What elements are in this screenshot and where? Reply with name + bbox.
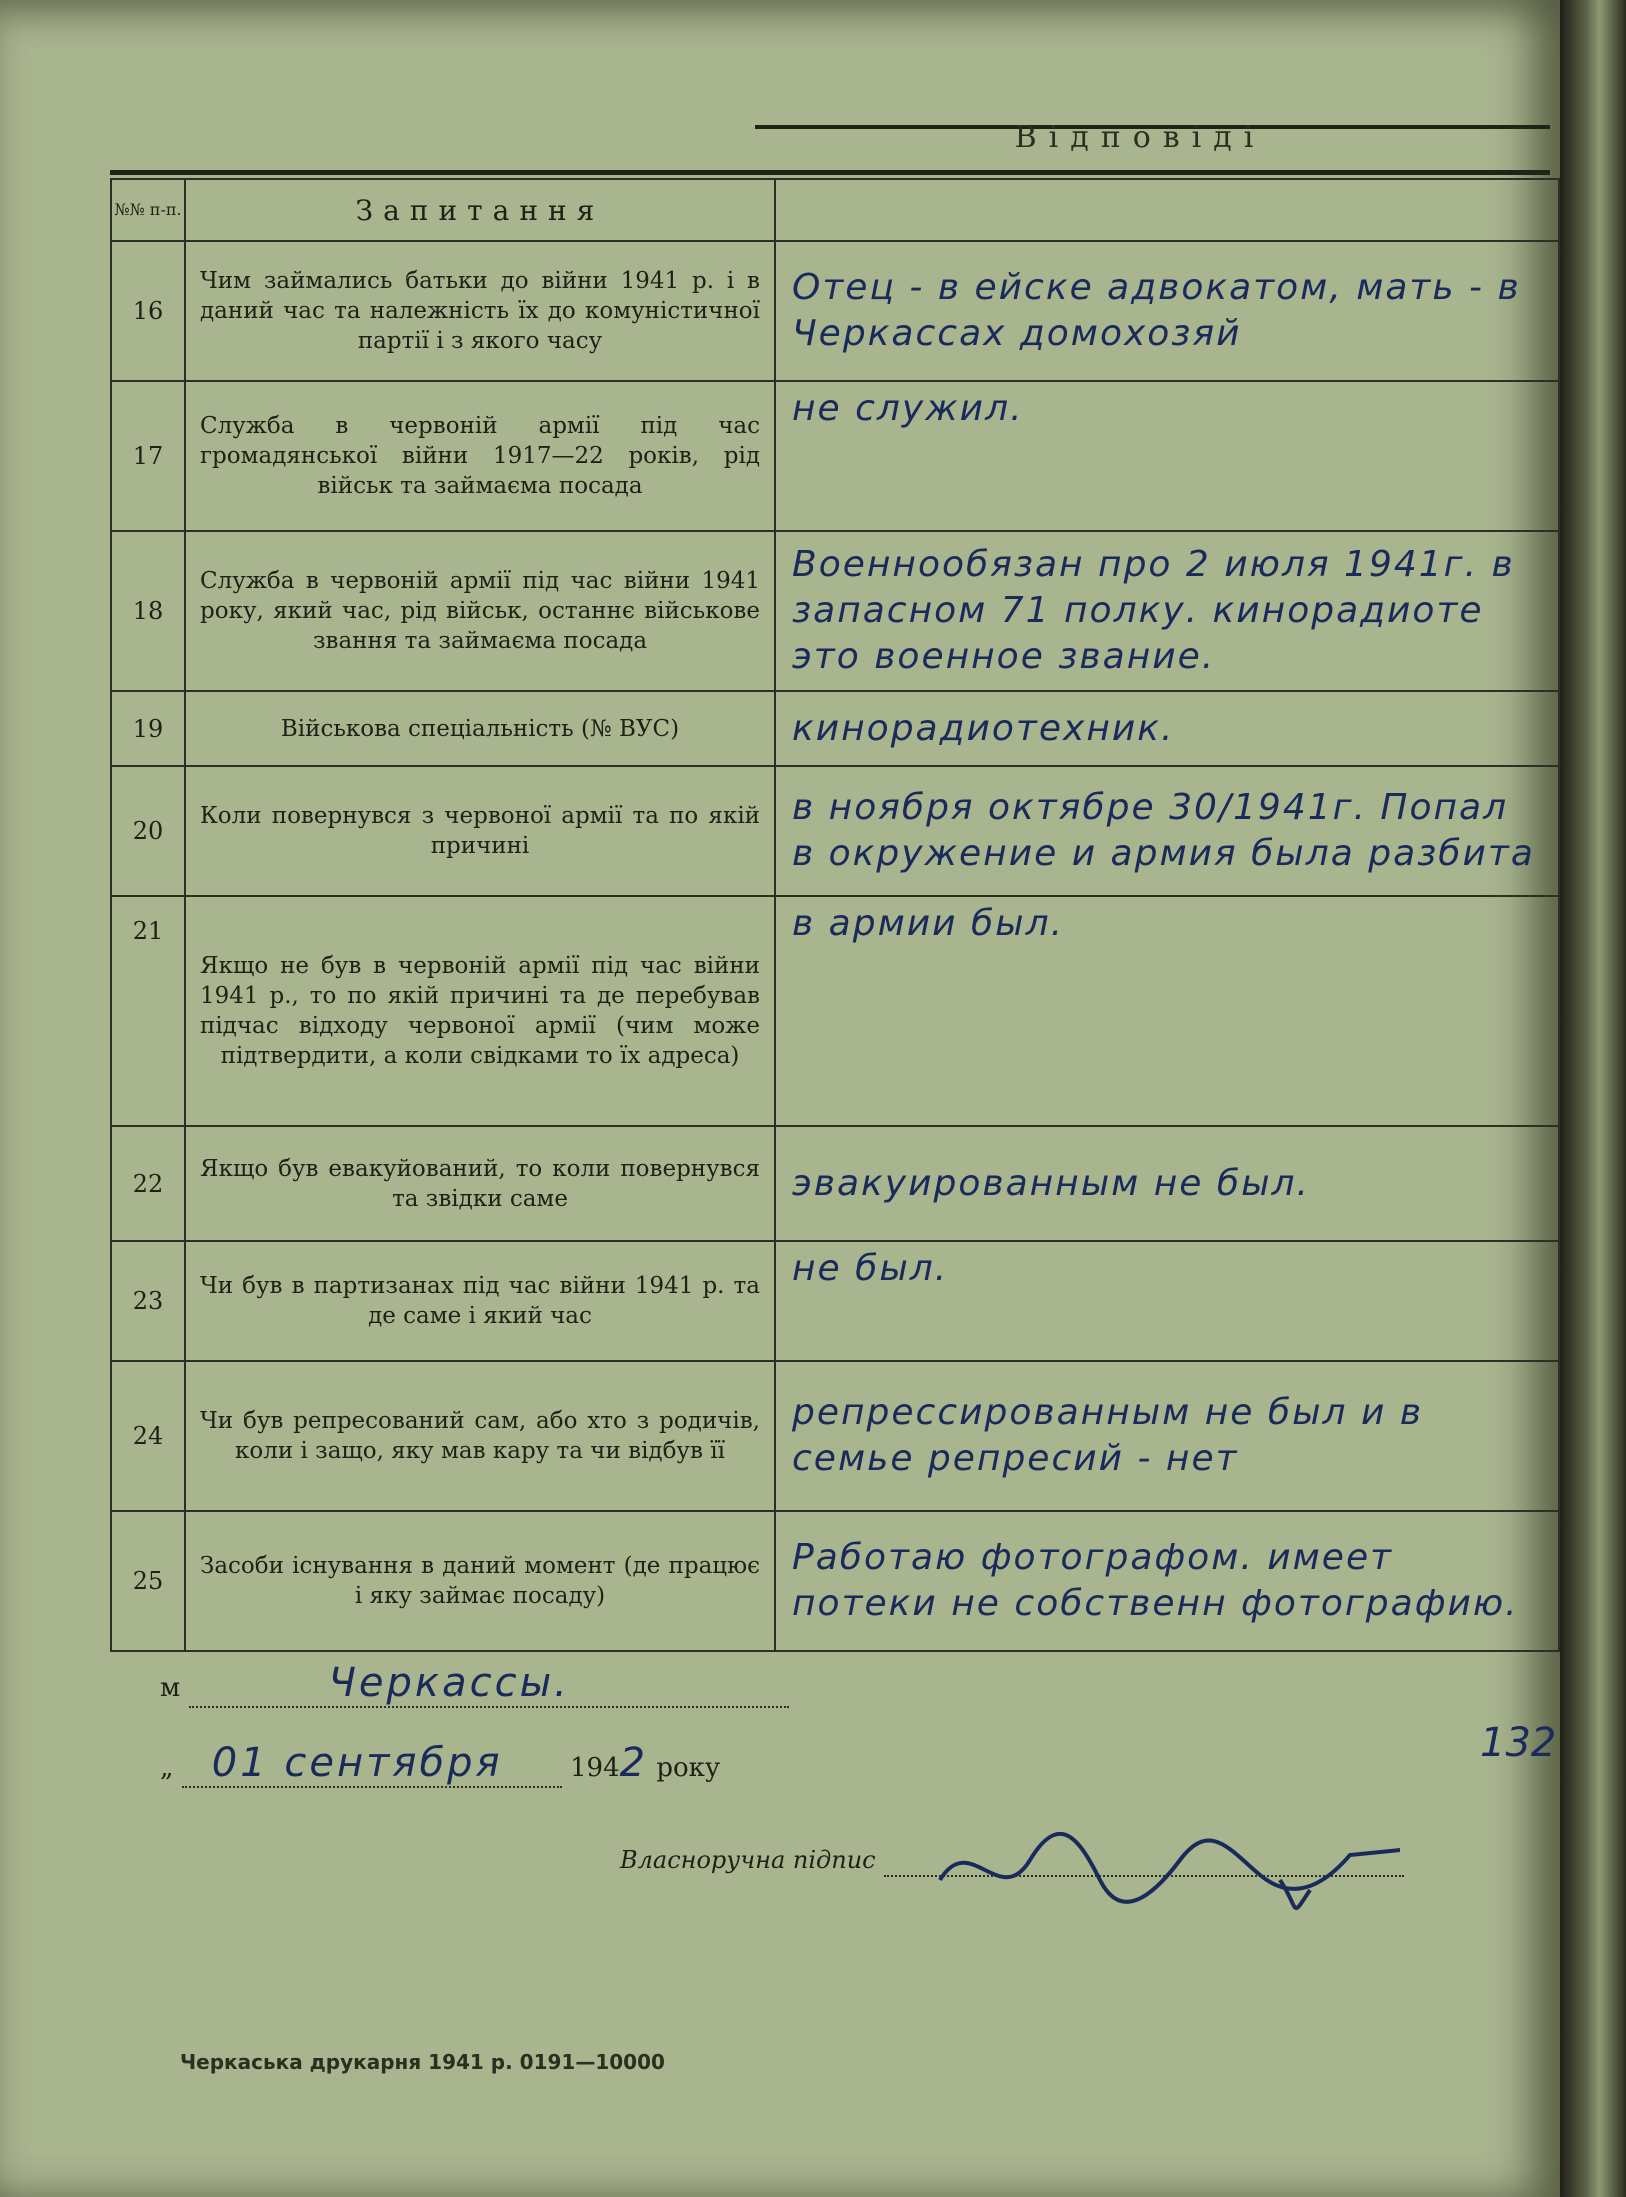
year-prefix: 194: [570, 1753, 620, 1783]
table-row: [111, 241, 1559, 381]
year-suffix: року: [656, 1753, 721, 1783]
question-text: Служба в червоній армії під час війни 1941 року, який час, рід військ, останнє військове звання та займаєма посада: [185, 531, 775, 691]
question-text: Чи був репресований сам, або хто з родичів, коли і защо, яку мав кару та чи відбув її: [185, 1361, 775, 1511]
handwritten-answer: в армии был.: [775, 896, 1559, 1126]
answers-header: Відповіді: [1014, 120, 1266, 155]
place-line: [160, 1660, 789, 1708]
questionnaire-table: [110, 178, 1560, 1652]
question-text: Чим займались батьки до війни 1941 р. і в даний час та належність їх до комуністичної партії і з якого часу: [185, 241, 775, 381]
place-value: Черкассы.: [328, 1660, 570, 1706]
table-row: [111, 896, 1559, 1126]
row-number: 22: [111, 1126, 185, 1241]
row-number: 25: [111, 1511, 185, 1651]
number-column-header: №№ п-п.: [111, 179, 185, 241]
table-row: [111, 766, 1559, 896]
question-text: Якщо не був в червоній армії під час війни 1941 р., то по якій причині та де перебував підчас відходу червоної армії (чим може підтвердити, а коли свідками то їх адреса): [185, 896, 775, 1126]
question-text: Коли повернувся з червоної армії та по якій причині: [185, 766, 775, 896]
handwritten-answer: не служил.: [775, 381, 1559, 531]
date-line: [160, 1740, 720, 1788]
date-field: [182, 1740, 562, 1788]
header-rule: [110, 170, 1550, 175]
handwritten-answer: не был.: [775, 1241, 1559, 1361]
signature-label: Власноручна підпис: [620, 1846, 876, 1874]
answers-column-header: [775, 179, 1559, 241]
question-text: Засоби існування в даний момент (де працює і яку займає посаду): [185, 1511, 775, 1651]
table-row: [111, 1511, 1559, 1651]
row-number: 19: [111, 691, 185, 766]
table-row: [111, 531, 1559, 691]
handwritten-answer: Отец - в ейске адвокатом, мать - в Черкассах домохозяй: [775, 241, 1559, 381]
handwritten-answer: эвакуированным не был.: [775, 1126, 1559, 1241]
book-spine: [1560, 0, 1626, 2197]
question-text: Якщо був евакуйований, то коли повернувся та звідки саме: [185, 1126, 775, 1241]
table-row: [111, 381, 1559, 531]
handwritten-answer: Военнообязан про 2 июля 1941г. в запасном 71 полку. кинорадиоте это военное звание.: [775, 531, 1559, 691]
year-digit: 2: [619, 1740, 649, 1786]
table-header-row: [111, 179, 1559, 241]
question-text: Чи був в партизанах під час війни 1941 р. та де саме і який час: [185, 1241, 775, 1361]
handwritten-answer: кинорадиотехник.: [775, 691, 1559, 766]
row-number: 17: [111, 381, 185, 531]
row-number: 23: [111, 1241, 185, 1361]
table-row: [111, 1361, 1559, 1511]
corner-mark: 132: [1480, 1720, 1557, 1766]
question-text: Служба в червоній армії під час громадянської війни 1917—22 років, рід військ та займаєма посада: [185, 381, 775, 531]
place-field: [189, 1660, 789, 1708]
handwritten-answer: репрессированным не был и в семье репресий - нет: [775, 1361, 1559, 1511]
date-prefix: „: [160, 1753, 174, 1783]
handwritten-signature: [930, 1820, 1430, 1930]
handwritten-answer: Работаю фотографом. имеет потеки не собственн фотографию.: [775, 1511, 1559, 1651]
row-number: 24: [111, 1361, 185, 1511]
table-row: [111, 691, 1559, 766]
place-prefix: м: [160, 1673, 181, 1703]
date-value: 01 сентября: [211, 1740, 503, 1786]
row-number: 20: [111, 766, 185, 896]
questions-column-header: Запитання: [185, 179, 775, 241]
row-number: 16: [111, 241, 185, 381]
row-number: 18: [111, 531, 185, 691]
table-row: [111, 1241, 1559, 1361]
handwritten-answer: в ноября октябре 30/1941г. Попал в окружение и армия была разбита: [775, 766, 1559, 896]
row-number: 21: [111, 896, 185, 1126]
table-row: [111, 1126, 1559, 1241]
printer-imprint: Черкаська друкарня 1941 р. 0191—10000: [180, 2050, 665, 2074]
question-text: Військова спеціальність (№ ВУС): [185, 691, 775, 766]
